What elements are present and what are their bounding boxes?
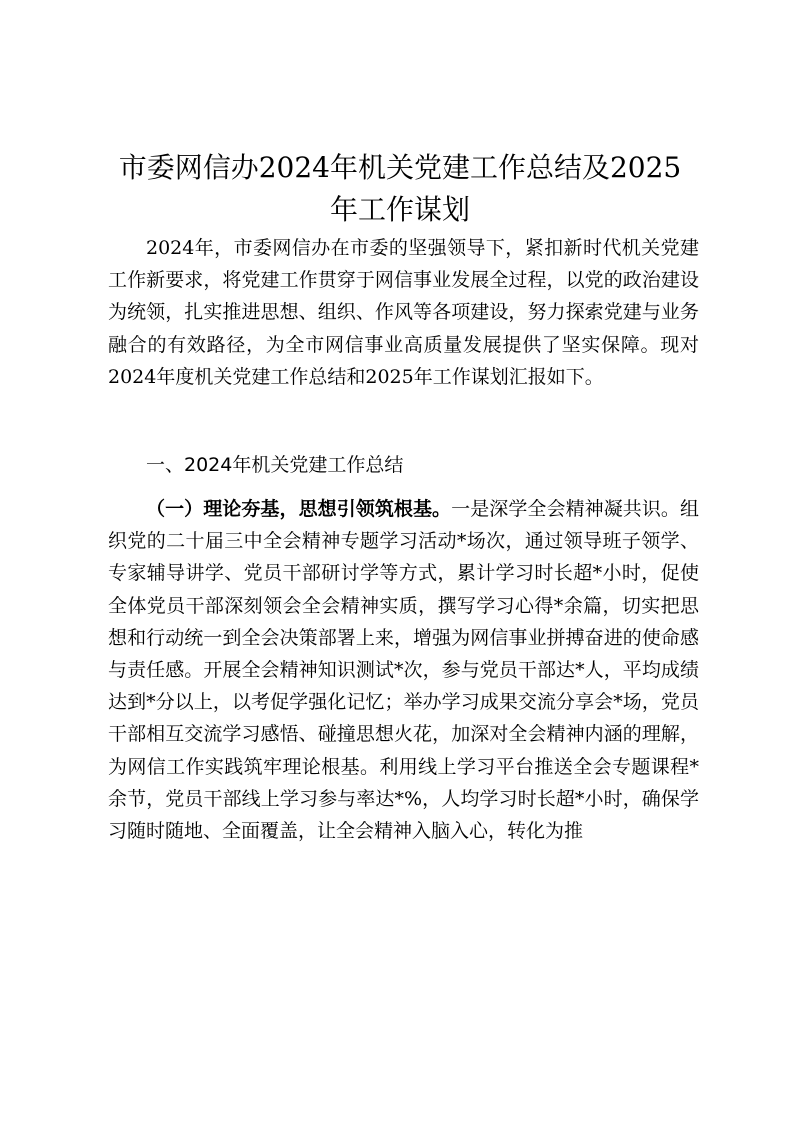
intro-paragraph: 2024年，市委网信办在市委的坚强领导下，紧扣新时代机关党建工作新要求，将党建工作贯穿于网信事业发展全过程，以党的政治建设为统领，扎实推进思想、组织、作风等各项建设，努力探索党建与业务融合的有效路径，为全市网信事业高质量发展提供了坚实保障。现对2024年度机关党建工作总结和2025年工作谋划汇报如下。 — [108, 237, 699, 388]
title-line-2: 年工作谋划 — [329, 193, 470, 226]
document-title — [100, 147, 700, 231]
section-heading-1: 一、2024年机关党建工作总结 — [146, 454, 404, 476]
title-line-1: 市委网信办2024年机关党建工作总结及2025 — [118, 151, 682, 184]
subsection-heading-1: （一）理论夯基，思想引领筑根基。 — [146, 498, 452, 520]
section-1-paragraph-1 — [108, 493, 699, 847]
subsection-body-1: 一是深学全会精神凝共识。组织党的二十届三中全会精神专题学习活动*场次，通过领导班子领学、专家辅导讲学、党员干部研讨学等方式，累计学习时长超*小时，促使全体党员干部深刻领会全会精神实质，撰写学习心得*余篇，切实把思想和行动统一到全会决策部署上来，增强为网信事业拼搏奋进的使命感与责任感。开展全会精神知识测试*次，参与党员干部达*人，平均成绩达到*分以上，以考促学强化记忆；举办学习成果交流分享会*场，党员干部相互交流学习感悟、碰撞思想火花，加深对全会精神内涵的理解，为网信工作实践筑牢理论根基。利用线上学习平台推送全会专题课程*余节，党员干部线上学习参与率达*%，人均学习时长超*小时，确保学习随时随地、全面覆盖，让全会精神入脑入心，转化为推 — [108, 498, 699, 843]
